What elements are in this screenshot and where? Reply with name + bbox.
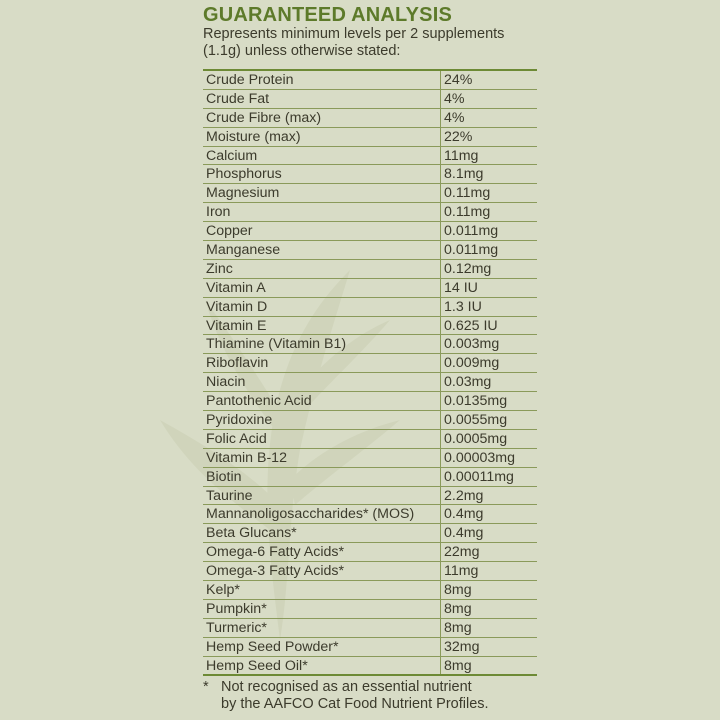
nutrient-name: Copper bbox=[203, 222, 441, 240]
page-title: GUARANTEED ANALYSIS bbox=[203, 4, 453, 26]
table-row bbox=[203, 487, 537, 506]
nutrient-value: 0.00011mg bbox=[444, 468, 514, 485]
table-row bbox=[203, 505, 537, 524]
nutrient-name: Manganese bbox=[203, 241, 441, 259]
nutrient-name: Phosphorus bbox=[203, 165, 441, 183]
nutrient-name: Thiamine (Vitamin B1) bbox=[203, 335, 441, 353]
nutrient-name: Hemp Seed Oil* bbox=[203, 657, 441, 674]
nutrient-value: 0.4mg bbox=[444, 525, 484, 542]
table-row bbox=[203, 71, 537, 90]
nutrient-value: 22mg bbox=[444, 544, 480, 561]
nutrient-name: Taurine bbox=[203, 487, 441, 505]
nutrient-value: 0.0055mg bbox=[444, 412, 508, 429]
table-row bbox=[203, 562, 537, 581]
nutrient-name: Hemp Seed Powder* bbox=[203, 638, 441, 656]
table-row bbox=[203, 147, 537, 166]
nutrient-name: Turmeric* bbox=[203, 619, 441, 637]
nutrient-value: 8.1mg bbox=[444, 166, 484, 183]
table-row bbox=[203, 241, 537, 260]
footnote bbox=[203, 679, 489, 713]
nutrient-value: 0.03mg bbox=[444, 374, 492, 391]
table-row bbox=[203, 468, 537, 487]
nutrient-value: 0.00003mg bbox=[444, 449, 515, 466]
table-row bbox=[203, 317, 537, 336]
nutrient-name: Niacin bbox=[203, 373, 441, 391]
nutrient-value: 8mg bbox=[444, 582, 472, 599]
nutrient-name: Calcium bbox=[203, 147, 441, 165]
nutrient-name: Biotin bbox=[203, 468, 441, 486]
table-row bbox=[203, 335, 537, 354]
nutrient-value: 0.12mg bbox=[444, 260, 492, 277]
table-row bbox=[203, 638, 537, 657]
nutrient-name: Pumpkin* bbox=[203, 600, 441, 618]
nutrient-value: 2.2mg bbox=[444, 487, 484, 504]
table-row bbox=[203, 165, 537, 184]
nutrient-value: 11mg bbox=[444, 147, 479, 164]
nutrient-value: 4% bbox=[444, 90, 465, 107]
nutrient-value: 11mg bbox=[444, 563, 479, 580]
table-body bbox=[203, 71, 537, 676]
nutrient-value: 0.11mg bbox=[444, 204, 491, 221]
table-row bbox=[203, 203, 537, 222]
nutrient-value: 0.003mg bbox=[444, 336, 500, 353]
table-row bbox=[203, 449, 537, 468]
table-row bbox=[203, 543, 537, 562]
table-row bbox=[203, 600, 537, 619]
table-row bbox=[203, 109, 537, 128]
table-row bbox=[203, 581, 537, 600]
subtitle: Represents minimum levels per 2 supplements (1.1g) unless otherwise stated: bbox=[203, 26, 505, 59]
nutrient-value: 14 IU bbox=[444, 279, 478, 296]
table-row bbox=[203, 524, 537, 543]
nutrient-value: 0.0005mg bbox=[444, 430, 508, 447]
nutrient-value: 24% bbox=[444, 72, 473, 88]
nutrient-value: 1.3 IU bbox=[444, 298, 482, 315]
nutrient-name: Magnesium bbox=[203, 184, 441, 202]
table-row bbox=[203, 184, 537, 203]
table-row bbox=[203, 260, 537, 279]
nutrient-name: Vitamin D bbox=[203, 298, 441, 316]
table-row bbox=[203, 90, 537, 109]
nutrient-value: 8mg bbox=[444, 657, 472, 674]
nutrient-value: 4% bbox=[444, 109, 465, 126]
nutrient-name: Pyridoxine bbox=[203, 411, 441, 429]
nutrient-value: 0.009mg bbox=[444, 355, 500, 372]
table-row bbox=[203, 373, 537, 392]
nutrient-value: 0.011mg bbox=[444, 223, 499, 240]
nutrient-name: Omega-6 Fatty Acids* bbox=[203, 543, 441, 561]
nutrient-name: Riboflavin bbox=[203, 354, 441, 372]
nutrient-value: 22% bbox=[444, 128, 473, 145]
nutrient-name: Vitamin B-12 bbox=[203, 449, 441, 467]
nutrient-value: 0.4mg bbox=[444, 506, 484, 523]
table-row bbox=[203, 128, 537, 147]
nutrient-value: 0.625 IU bbox=[444, 317, 498, 334]
nutrient-value: 32mg bbox=[444, 638, 480, 655]
nutrient-value: 8mg bbox=[444, 600, 472, 617]
table-row bbox=[203, 411, 537, 430]
table-row bbox=[203, 279, 537, 298]
nutrient-name: Omega-3 Fatty Acids* bbox=[203, 562, 441, 580]
nutrient-value: 8mg bbox=[444, 619, 472, 636]
footnote-text-1: Not recognised as an essential nutrient bbox=[221, 679, 472, 695]
table-row bbox=[203, 298, 537, 317]
table-row bbox=[203, 657, 537, 676]
nutrient-name: Mannanoligosaccharides* (MOS) bbox=[203, 505, 441, 523]
nutrient-name: Vitamin E bbox=[203, 317, 441, 335]
nutrient-value: 0.11mg bbox=[444, 185, 491, 202]
table-row bbox=[203, 392, 537, 411]
nutrient-name: Crude Protein bbox=[203, 71, 441, 89]
nutrient-name: Pantothenic Acid bbox=[203, 392, 441, 410]
nutrient-value: 0.011mg bbox=[444, 242, 499, 259]
nutrient-name: Kelp* bbox=[203, 581, 441, 599]
nutrient-name: Crude Fat bbox=[203, 90, 441, 108]
nutrient-name: Moisture (max) bbox=[203, 128, 441, 146]
table-row bbox=[203, 222, 537, 241]
footnote-text-2: by the AAFCO Cat Food Nutrient Profiles. bbox=[221, 696, 489, 712]
footnote-marker: * bbox=[203, 679, 209, 695]
nutrient-value: 0.0135mg bbox=[444, 393, 508, 410]
nutrient-name: Beta Glucans* bbox=[203, 524, 441, 542]
table-row bbox=[203, 430, 537, 449]
table-row bbox=[203, 354, 537, 373]
table-row bbox=[203, 619, 537, 638]
nutrient-name: Folic Acid bbox=[203, 430, 441, 448]
nutrient-name: Iron bbox=[203, 203, 441, 221]
nutrient-name: Crude Fibre (max) bbox=[203, 109, 441, 127]
analysis-table bbox=[203, 69, 537, 676]
footnote-line-1 bbox=[203, 679, 489, 696]
nutrient-name: Zinc bbox=[203, 260, 441, 278]
nutrient-name: Vitamin A bbox=[203, 279, 441, 297]
